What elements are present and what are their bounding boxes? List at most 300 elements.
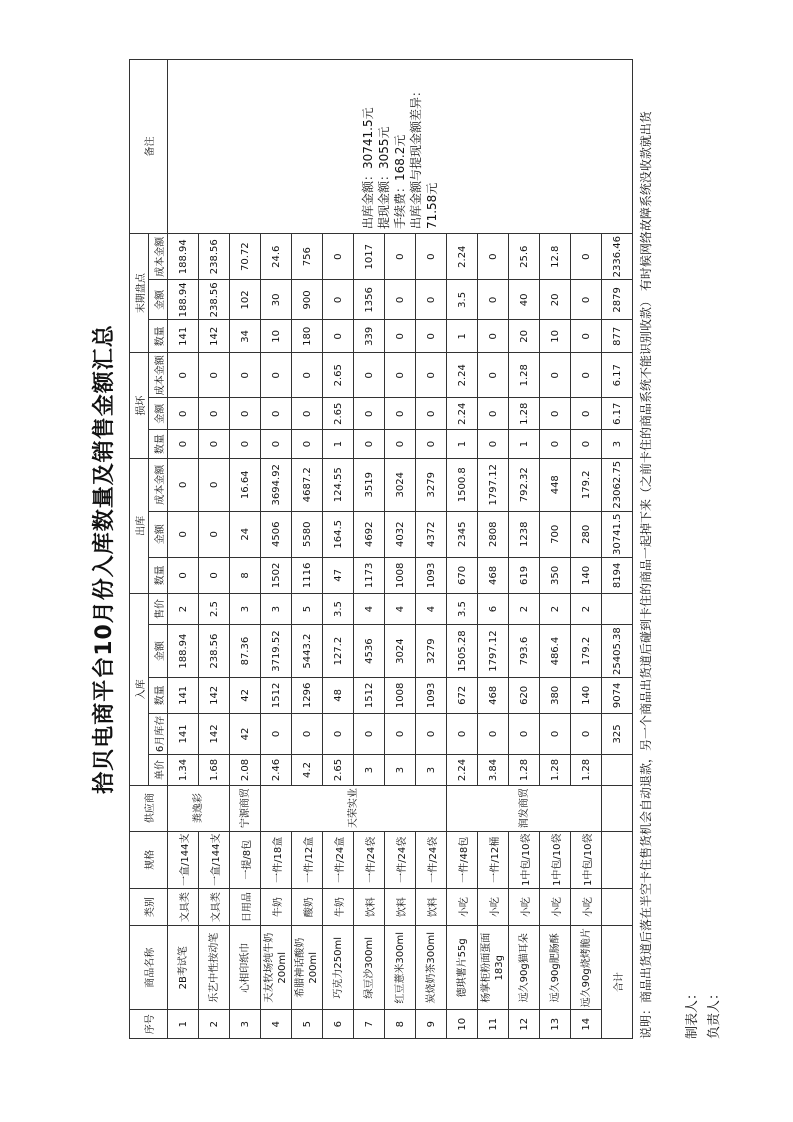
cell-product: 希腊神话酸奶200ml: [292, 926, 323, 1010]
cell-end-qty: 0: [323, 320, 354, 353]
cell-end-amount: 0: [571, 280, 602, 320]
cell-end-amount: 0: [385, 280, 416, 320]
cell-in-amount: 3279: [416, 625, 447, 678]
cell-june-stock: 0: [416, 713, 447, 754]
cell-end-cost: 0: [571, 234, 602, 280]
cell-seq: 4: [261, 1010, 292, 1039]
cell-sale-price: 3.5: [323, 593, 354, 624]
cell-end-cost: 0: [385, 234, 416, 280]
cell-dmg-qty: 1: [509, 430, 540, 459]
cell-supplier: 润发商贸: [447, 785, 602, 831]
cell-category: 牛奶: [323, 889, 354, 926]
cell-end-cost: 2.24: [447, 234, 478, 280]
cell-june-stock: 0: [292, 713, 323, 754]
preparer-signature-line: 制表人：: [685, 986, 700, 1039]
cell-supplier: 宁源商贸: [230, 785, 261, 831]
col-dmg-cost: 成本金额: [149, 353, 168, 398]
cell-seq: 8: [385, 1010, 416, 1039]
col-in-amount: 金额: [149, 625, 168, 678]
cell-dmg-cost: 2.24: [447, 353, 478, 398]
cell-seq: 10: [447, 1010, 478, 1039]
cell-product: 乐艺中性按动笔: [199, 926, 230, 1010]
col-end-amount: 金额: [149, 280, 168, 320]
cell-product: 远久90g猫耳朵: [509, 926, 540, 1010]
cell-unit-price: 1.28: [571, 755, 602, 786]
cell-in-qty: 142: [199, 677, 230, 713]
cell-out-cost: 0: [199, 458, 230, 511]
cell-seq: 6: [323, 1010, 354, 1039]
cell-seq: 9: [416, 1010, 447, 1039]
cell-sale-price: 2: [168, 593, 199, 624]
cell-out-cost: 3694.92: [261, 458, 292, 511]
col-out-qty: 数量: [149, 557, 168, 593]
cell-dmg-qty: 0: [416, 430, 447, 459]
responsible-signature-line: 负责人：: [707, 986, 722, 1039]
cell-spec: 1中包/10袋: [571, 831, 602, 888]
cell-category: 酸奶: [292, 889, 323, 926]
cell-category: 文具类: [168, 889, 199, 926]
col-sale-price: 售价: [149, 593, 168, 624]
group-damage: 损坏: [130, 353, 149, 459]
cell-in-qty: 42: [230, 677, 261, 713]
cell-sale-price: 2: [540, 593, 571, 624]
cell-dmg-amount: 0: [540, 398, 571, 430]
cell-dmg-amount: 0: [199, 398, 230, 430]
totals-out-cost: 23062.75: [602, 458, 633, 511]
cell-end-qty: 0: [571, 320, 602, 353]
cell-dmg-amount: 0: [292, 398, 323, 430]
cell-unit-price: 4.2: [292, 755, 323, 786]
totals-blank-unit-price: [602, 755, 633, 786]
cell-june-stock: 0: [385, 713, 416, 754]
cell-dmg-amount: 0: [571, 398, 602, 430]
cell-dmg-cost: 0: [292, 353, 323, 398]
cell-category: 小吃: [571, 889, 602, 926]
cell-dmg-cost: 2.65: [323, 353, 354, 398]
cell-end-amount: 1356: [354, 280, 385, 320]
totals-blank-sale-price: [602, 593, 633, 624]
cell-end-cost: 188.94: [168, 234, 199, 280]
cell-sale-price: 4: [354, 593, 385, 624]
cell-product: 杨掌柜粉面蛋面183g: [478, 926, 509, 1010]
cell-sale-price: 2: [509, 593, 540, 624]
cell-unit-price: 1.68: [199, 755, 230, 786]
cell-dmg-cost: 0: [168, 353, 199, 398]
totals-june-stock: 325: [602, 713, 633, 754]
cell-end-qty: 34: [230, 320, 261, 353]
cell-category: 饮料: [354, 889, 385, 926]
cell-supplier: 粪逸彩: [168, 785, 230, 831]
cell-spec: 一件/12盒: [292, 831, 323, 888]
cell-out-qty: 1008: [385, 557, 416, 593]
cell-out-cost: 179.2: [571, 458, 602, 511]
cell-sale-price: 6: [478, 593, 509, 624]
cell-out-cost: 1797.12: [478, 458, 509, 511]
cell-spec: 一件/12桶: [478, 831, 509, 888]
col-category: 类别: [130, 889, 168, 926]
cell-end-qty: 142: [199, 320, 230, 353]
cell-spec: 1中包/10袋: [540, 831, 571, 888]
cell-product: 红豆薏米300ml: [385, 926, 416, 1010]
cell-end-amount: 900: [292, 280, 323, 320]
cell-spec: 一件/24袋: [416, 831, 447, 888]
cell-end-cost: 70.72: [230, 234, 261, 280]
cell-spec: 一件/24袋: [354, 831, 385, 888]
cell-spec: 一盒/144支: [168, 831, 199, 888]
cell-out-qty: 670: [447, 557, 478, 593]
cell-out-cost: 448: [540, 458, 571, 511]
cell-end-amount: 102: [230, 280, 261, 320]
col-dmg-amount: 金额: [149, 398, 168, 430]
cell-sale-price: 3: [261, 593, 292, 624]
cell-spec: 一提/8包: [230, 831, 261, 888]
landscape-sheet: [77, 59, 722, 1059]
cell-in-amount: 188.94: [168, 625, 199, 678]
cell-dmg-amount: 1.28: [509, 398, 540, 430]
cell-dmg-cost: 1.28: [509, 353, 540, 398]
cell-dmg-cost: 0: [540, 353, 571, 398]
cell-spec: 一件/24盒: [323, 831, 354, 888]
cell-in-amount: 179.2: [571, 625, 602, 678]
cell-dmg-amount: 0: [416, 398, 447, 430]
col-in-qty: 数量: [149, 677, 168, 713]
header-row-group: [130, 60, 149, 1039]
cell-seq: 13: [540, 1010, 571, 1039]
cell-in-amount: 87.36: [230, 625, 261, 678]
cell-spec: 一盒/144支: [199, 831, 230, 888]
cell-sale-price: 2: [571, 593, 602, 624]
cell-out-qty: 1093: [416, 557, 447, 593]
cell-in-amount: 127.2: [323, 625, 354, 678]
cell-out-amount: 4032: [385, 511, 416, 557]
cell-out-amount: 700: [540, 511, 571, 557]
cell-june-stock: 142: [199, 713, 230, 754]
cell-dmg-qty: 0: [385, 430, 416, 459]
cell-seq: 11: [478, 1010, 509, 1039]
cell-out-qty: 1502: [261, 557, 292, 593]
cell-seq: 3: [230, 1010, 261, 1039]
cell-end-amount: 0: [416, 280, 447, 320]
cell-dmg-qty: 0: [230, 430, 261, 459]
cell-end-qty: 20: [509, 320, 540, 353]
cell-seq: 14: [571, 1010, 602, 1039]
cell-sale-price: 4: [416, 593, 447, 624]
notes-explanation: 说明：商品出货道后落在半空卡住售货机会自动退款，另一个商品出货道后碰到卡住的商品一起掉下来（之前卡住的商品系统不能识别收款） 有时候网络故障系统没收款就出货: [639, 111, 653, 1039]
cell-end-cost: 0: [416, 234, 447, 280]
cell-in-amount: 793.6: [509, 625, 540, 678]
cell-spec: 一件/24袋: [385, 831, 416, 888]
cell-june-stock: 0: [571, 713, 602, 754]
col-end-qty: 数量: [149, 320, 168, 353]
cell-dmg-cost: 0: [354, 353, 385, 398]
cell-seq: 5: [292, 1010, 323, 1039]
cell-in-qty: 620: [509, 677, 540, 713]
cell-out-amount: 5580: [292, 511, 323, 557]
cell-end-cost: 25.6: [509, 234, 540, 280]
cell-dmg-cost: 0: [230, 353, 261, 398]
cell-in-qty: 1093: [416, 677, 447, 713]
cell-out-amount: 2345: [447, 511, 478, 557]
cell-june-stock: 141: [168, 713, 199, 754]
cell-product: 远久90g肥肠酥: [540, 926, 571, 1010]
cell-end-qty: 339: [354, 320, 385, 353]
cell-in-qty: 1296: [292, 677, 323, 713]
cell-seq: 7: [354, 1010, 385, 1039]
cell-end-cost: 238.56: [199, 234, 230, 280]
cell-dmg-amount: 0: [354, 398, 385, 430]
cell-in-qty: 380: [540, 677, 571, 713]
cell-out-qty: 47: [323, 557, 354, 593]
cell-dmg-amount: 0: [261, 398, 292, 430]
cell-spec: 一件/48包: [447, 831, 478, 888]
cell-seq: 2: [199, 1010, 230, 1039]
cell-end-qty: 1: [447, 320, 478, 353]
remark-line: 手续费：168.2元: [393, 134, 407, 230]
cell-out-qty: 8: [230, 557, 261, 593]
cell-in-qty: 48: [323, 677, 354, 713]
cell-unit-price: 3: [385, 755, 416, 786]
cell-unit-price: 3: [354, 755, 385, 786]
cell-unit-price: 2.46: [261, 755, 292, 786]
cell-category: 小吃: [509, 889, 540, 926]
cell-out-cost: 792.32: [509, 458, 540, 511]
summary-table: [129, 59, 633, 1039]
cell-june-stock: 42: [230, 713, 261, 754]
cell-out-cost: 3279: [416, 458, 447, 511]
cell-dmg-cost: 0: [199, 353, 230, 398]
cell-in-qty: 672: [447, 677, 478, 713]
cell-end-qty: 0: [385, 320, 416, 353]
cell-end-cost: 24.6: [261, 234, 292, 280]
cell-end-amount: 188.94: [168, 280, 199, 320]
cell-out-amount: 4372: [416, 511, 447, 557]
notes: [637, 69, 654, 1039]
cell-product: 炭烧奶茶300ml: [416, 926, 447, 1010]
cell-out-cost: 3519: [354, 458, 385, 511]
cell-spec: 1中包/10袋: [509, 831, 540, 888]
cell-dmg-qty: 0: [199, 430, 230, 459]
cell-in-amount: 5443.2: [292, 625, 323, 678]
cell-category: 小吃: [540, 889, 571, 926]
cell-end-qty: 0: [478, 320, 509, 353]
remarks-cell: [168, 60, 633, 234]
cell-dmg-cost: 0: [261, 353, 292, 398]
cell-end-cost: 0: [323, 234, 354, 280]
col-june-stock: 6月库存: [149, 713, 168, 754]
cell-june-stock: 0: [261, 713, 292, 754]
cell-out-qty: 140: [571, 557, 602, 593]
totals-in-qty: 9074: [602, 677, 633, 713]
cell-category: 小吃: [478, 889, 509, 926]
cell-end-cost: 756: [292, 234, 323, 280]
totals-blank-category: [602, 889, 633, 926]
cell-out-amount: 2808: [478, 511, 509, 557]
cell-end-amount: 238.56: [199, 280, 230, 320]
cell-out-cost: 124.55: [323, 458, 354, 511]
cell-end-qty: 180: [292, 320, 323, 353]
cell-june-stock: 0: [478, 713, 509, 754]
cell-in-amount: 3719.52: [261, 625, 292, 678]
cell-june-stock: 0: [354, 713, 385, 754]
col-end-cost: 成本金额: [149, 234, 168, 280]
cell-out-qty: 0: [199, 557, 230, 593]
cell-end-amount: 0: [323, 280, 354, 320]
col-unit-price: 单价: [149, 755, 168, 786]
cell-supplier: 天荣实业: [261, 785, 447, 831]
cell-out-amount: 1238: [509, 511, 540, 557]
cell-dmg-qty: 0: [292, 430, 323, 459]
cell-unit-price: 3: [416, 755, 447, 786]
cell-sale-price: 3.5: [447, 593, 478, 624]
cell-dmg-qty: 0: [478, 430, 509, 459]
cell-dmg-qty: 1: [447, 430, 478, 459]
cell-in-qty: 1512: [261, 677, 292, 713]
cell-product: 2B考试笔: [168, 926, 199, 1010]
cell-sale-price: 5: [292, 593, 323, 624]
cell-product: 德琪薯片55g: [447, 926, 478, 1010]
cell-sale-price: 3: [230, 593, 261, 624]
cell-unit-price: 1.28: [509, 755, 540, 786]
cell-product: 绿豆沙300ml: [354, 926, 385, 1010]
group-outbound: 出库: [130, 458, 149, 593]
cell-out-cost: 0: [168, 458, 199, 511]
cell-unit-price: 1.34: [168, 755, 199, 786]
cell-dmg-qty: 1: [323, 430, 354, 459]
cell-end-cost: 0: [478, 234, 509, 280]
group-ending: 末期盘点: [130, 234, 149, 353]
cell-product: 天友牧场纯牛奶200ml: [261, 926, 292, 1010]
totals-end-cost: 2336.46: [602, 234, 633, 280]
cell-dmg-cost: 0: [478, 353, 509, 398]
cell-dmg-qty: 0: [354, 430, 385, 459]
col-supplier: 供应商: [130, 785, 168, 831]
cell-in-amount: 486.4: [540, 625, 571, 678]
cell-out-amount: 4506: [261, 511, 292, 557]
cell-dmg-qty: 0: [540, 430, 571, 459]
table-body: [168, 60, 633, 1039]
cell-category: 小吃: [447, 889, 478, 926]
cell-sale-price: 4: [385, 593, 416, 624]
cell-out-qty: 1173: [354, 557, 385, 593]
col-remarks: 备注: [130, 60, 168, 234]
remark-line: 出库金额：30741.5元: [361, 107, 375, 230]
cell-out-amount: 280: [571, 511, 602, 557]
cell-june-stock: 0: [323, 713, 354, 754]
cell-end-qty: 10: [540, 320, 571, 353]
totals-blank-spec: [602, 831, 633, 888]
cell-spec: 一件/18盒: [261, 831, 292, 888]
cell-dmg-qty: 0: [168, 430, 199, 459]
cell-end-cost: 12.8: [540, 234, 571, 280]
cell-dmg-amount: 0: [230, 398, 261, 430]
cell-category: 牛奶: [261, 889, 292, 926]
cell-end-qty: 0: [416, 320, 447, 353]
cell-category: 日用品: [230, 889, 261, 926]
cell-end-amount: 20: [540, 280, 571, 320]
cell-category: 饮料: [416, 889, 447, 926]
cell-dmg-amount: 2.65: [323, 398, 354, 430]
cell-unit-price: 2.24: [447, 755, 478, 786]
cell-unit-price: 2.08: [230, 755, 261, 786]
cell-out-qty: 468: [478, 557, 509, 593]
cell-june-stock: 0: [447, 713, 478, 754]
cell-dmg-amount: 0: [478, 398, 509, 430]
col-product: 商品名称: [130, 926, 168, 1010]
cell-out-qty: 350: [540, 557, 571, 593]
totals-out-amount: 30741.5: [602, 511, 633, 557]
cell-product: 巧克力250ml: [323, 926, 354, 1010]
col-out-amount: 金额: [149, 511, 168, 557]
cell-dmg-cost: 0: [385, 353, 416, 398]
totals-dmg-cost: 6.17: [602, 353, 633, 398]
cell-out-cost: 4687.2: [292, 458, 323, 511]
cell-out-qty: 1116: [292, 557, 323, 593]
cell-product: 远久90g烧烤脆片: [571, 926, 602, 1010]
cell-out-qty: 0: [168, 557, 199, 593]
cell-out-cost: 16.64: [230, 458, 261, 511]
cell-dmg-amount: 0: [168, 398, 199, 430]
cell-end-amount: 30: [261, 280, 292, 320]
cell-end-amount: 40: [509, 280, 540, 320]
totals-end-qty: 877: [602, 320, 633, 353]
cell-end-qty: 10: [261, 320, 292, 353]
cell-end-amount: 0: [478, 280, 509, 320]
cell-in-amount: 1505.28: [447, 625, 478, 678]
cell-out-cost: 3024: [385, 458, 416, 511]
cell-dmg-qty: 0: [261, 430, 292, 459]
cell-unit-price: 3.84: [478, 755, 509, 786]
cell-dmg-cost: 0: [571, 353, 602, 398]
col-spec: 规格: [130, 831, 168, 888]
remark-line: 提现金额：3055元: [377, 126, 391, 230]
table-row: [168, 60, 199, 1039]
cell-dmg-cost: 0: [416, 353, 447, 398]
cell-out-amount: 4692: [354, 511, 385, 557]
cell-june-stock: 0: [509, 713, 540, 754]
cell-dmg-amount: 2.24: [447, 398, 478, 430]
cell-out-amount: 0: [199, 511, 230, 557]
cell-in-qty: 141: [168, 677, 199, 713]
totals-dmg-amount: 6.17: [602, 398, 633, 430]
totals-out-qty: 8194: [602, 557, 633, 593]
group-inbound: 入库: [130, 593, 149, 785]
cell-end-amount: 3.5: [447, 280, 478, 320]
totals-in-amount: 25405.38: [602, 625, 633, 678]
cell-out-amount: 24: [230, 511, 261, 557]
cell-seq: 12: [509, 1010, 540, 1039]
col-seq: 序号: [130, 1010, 168, 1039]
totals-dmg-qty: 3: [602, 430, 633, 459]
cell-category: 文具类: [199, 889, 230, 926]
cell-unit-price: 1.28: [540, 755, 571, 786]
cell-product: 心相印纸巾: [230, 926, 261, 1010]
totals-label: 合计: [602, 926, 633, 1039]
totals-end-amount: 2879: [602, 280, 633, 320]
cell-seq: 1: [168, 1010, 199, 1039]
cell-in-qty: 1512: [354, 677, 385, 713]
cell-out-cost: 1500.8: [447, 458, 478, 511]
cell-in-amount: 238.56: [199, 625, 230, 678]
cell-in-amount: 4536: [354, 625, 385, 678]
cell-in-amount: 3024: [385, 625, 416, 678]
totals-blank-supplier: [602, 785, 633, 831]
cell-out-amount: 0: [168, 511, 199, 557]
cell-dmg-qty: 0: [571, 430, 602, 459]
cell-dmg-amount: 0: [385, 398, 416, 430]
cell-category: 饮料: [385, 889, 416, 926]
cell-june-stock: 0: [540, 713, 571, 754]
cell-out-amount: 164.5: [323, 511, 354, 557]
